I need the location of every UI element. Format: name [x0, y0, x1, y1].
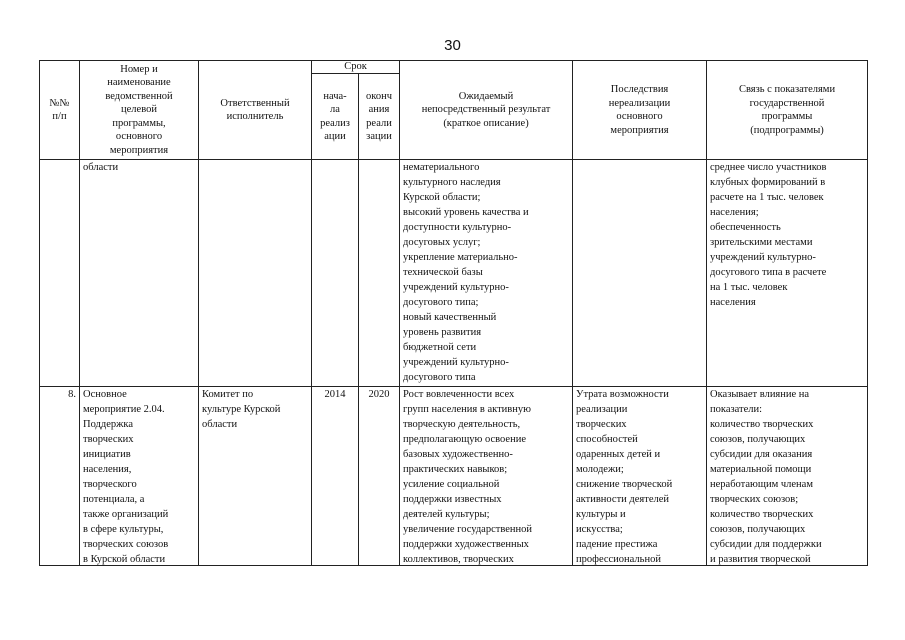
cell-executor: [199, 387, 312, 566]
cell-result: [400, 387, 573, 566]
cell-num-text: 8.: [68, 389, 76, 400]
header-row-1: [40, 61, 868, 74]
cell-link-text: Оказывает влияние на показатели: количество творческих союзов, получающих субсидии для оказания материальной помощи неработающим членам творческих союзов; количество творческих союзов, получающих субсидии для поддержки и развития творческой: [710, 389, 822, 565]
cell-result: нематериального культурного наследия Курской области; высокий уровень качества и доступности культурно- досуговых услуг; укрепление материально- технической базы учреждений культурно- досугового типа; новый качественный уровень развития бюджетной сети учреждений культурно- досугового типа: [400, 160, 573, 387]
header-consequences: Последствия нереализации основного мероприятия: [573, 61, 707, 160]
cell-consequences-text: Утрата возможности реализации творческих способностей одаренных детей и молодежи; снижение творческой активности деятелей культуры и искусства; падение престижа профессиональной: [576, 389, 673, 565]
cell-start: [312, 387, 359, 566]
cell-num: [40, 160, 80, 387]
header-term: Срок: [312, 61, 400, 74]
header-start: нача- ла реализ ации: [312, 74, 359, 160]
header-end: оконч ания реали зации: [359, 74, 400, 160]
cell-start-text: 2014: [324, 389, 346, 400]
cell-name: [80, 387, 199, 566]
cell-executor-text: Комитет по культуре Курской области: [202, 389, 281, 430]
header-link: Связь с показателями государственной программы (подпрограммы): [707, 61, 868, 160]
header-executor: Ответственный исполнитель: [199, 61, 312, 160]
cell-link: среднее число участников клубных формирований в расчете на 1 тыс. человек населения; обеспеченность зрительскими местами учреждений культурно- досугового типа в расчете на 1 тыс. человек населения: [707, 160, 868, 387]
page-number: 30: [444, 37, 461, 54]
cell-result-text: Рост вовлеченности всех групп населения в активную творческую деятельность, предполагающую освоение базовых художественно- практических навыков; усиление социальной поддержки известных деятелей культуры; увеличение государственной поддержки художественных коллективов, творческих: [403, 389, 532, 565]
cell-name: области: [80, 160, 199, 387]
cell-end-text: 2020: [368, 389, 390, 400]
table-row: [40, 160, 868, 387]
header-result: Ожидаемый непосредственный результат (краткое описание): [400, 61, 573, 160]
cell-num: [40, 387, 80, 566]
header-num: №№ п/п: [40, 61, 80, 160]
table-row: [40, 387, 868, 566]
cell-start: [312, 160, 359, 387]
header-name: Номер и наименование ведомственной целевой программы, основного мероприятия: [80, 61, 199, 160]
cell-name-text: Основное мероприятие 2.04. Поддержка творческих инициатив населения, творческого потенциала, а также организаций в сфере культуры, творческих союзов в Курской области: [83, 389, 169, 565]
cell-end: [359, 160, 400, 387]
cell-end: [359, 387, 400, 566]
cell-consequences: [573, 160, 707, 387]
program-table: [39, 60, 868, 566]
cell-executor: [199, 160, 312, 387]
cell-consequences: [573, 387, 707, 566]
cell-link: [707, 387, 868, 566]
